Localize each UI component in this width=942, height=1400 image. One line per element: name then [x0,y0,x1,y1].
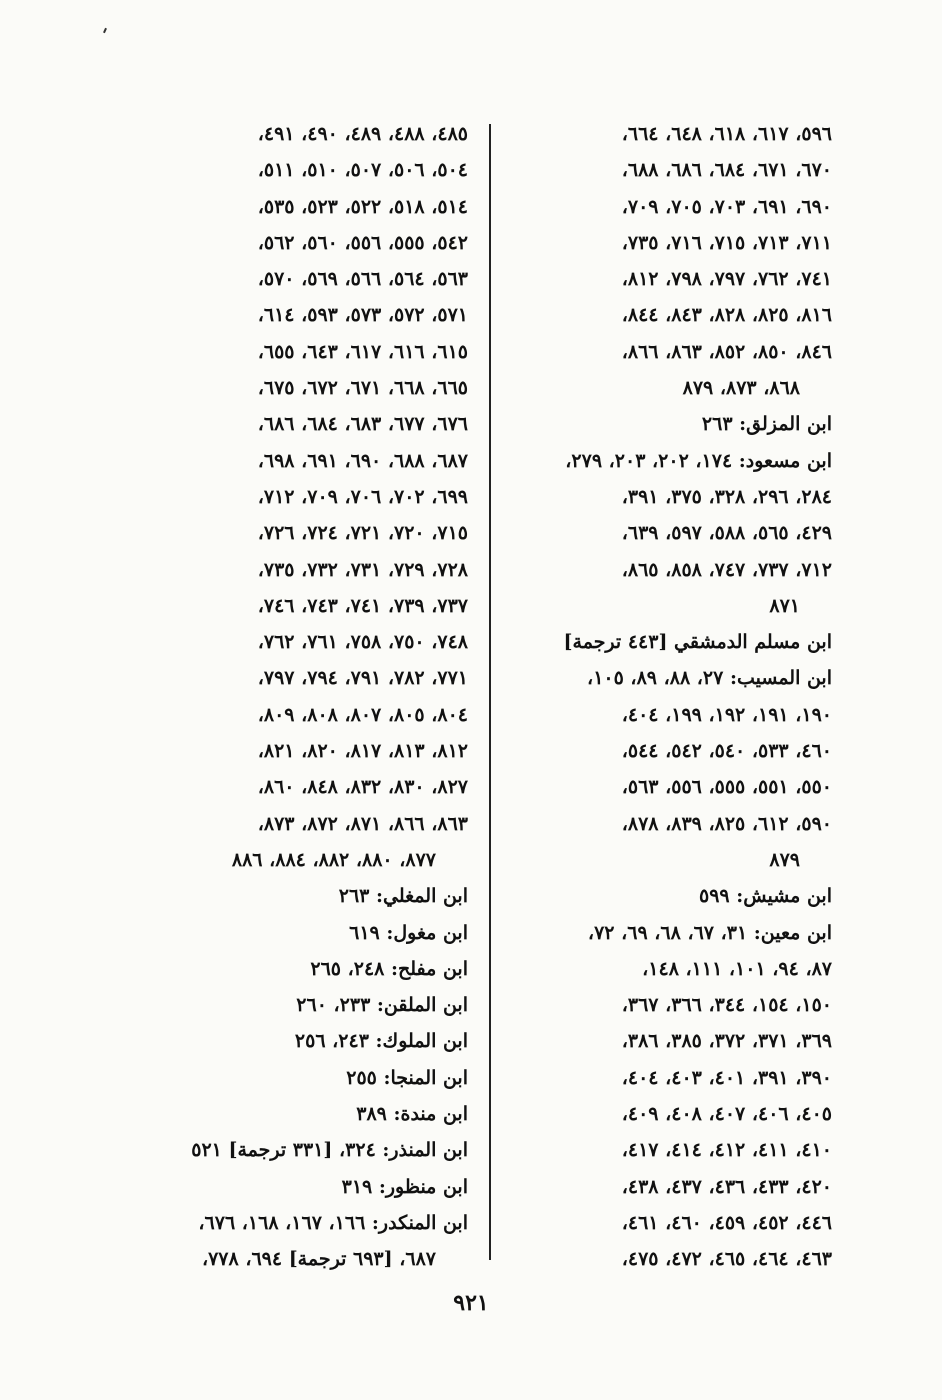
index-line: ٥١٤، ٥١٨، ٥٢٢، ٥٢٣، ٥٣٥، [257,195,468,218]
index-line: ٥٦٣، ٥٦٤، ٥٦٦، ٥٦٩، ٥٧٠، [257,268,468,291]
index-line: ٤٨٥، ٤٨٨، ٤٨٩، ٤٩٠، ٤٩١، [257,123,468,145]
index-line: ابن مفلح: ٢٤٨، ٢٦٥ [310,957,468,980]
index-line: ٦٧٠، ٦٧١، ٦٨٤، ٦٨٦، ٦٨٨، [621,159,832,182]
index-line: ٥٠٤، ٥٠٦، ٥٠٧، ٥١٠، ٥١١، [257,159,468,182]
index-line: ٧٤٨، ٧٥٠، ٧٥٨، ٧٦١، ٧٦٢، [257,631,468,654]
index-line: ٥٩٠، ٦١٢، ٨٢٥، ٨٣٩، ٨٧٨، [621,812,832,835]
index-line: ٦٦٥، ٦٦٨، ٦٧١، ٦٧٢، ٦٧٥، [257,377,468,400]
index-line: ٤٤٦، ٤٥٢، ٤٥٩، ٤٦٠، ٤٦١، [621,1211,832,1234]
index-line: ٨١٦، ٨٢٥، ٨٢٨، ٨٤٣، ٨٤٤، [621,304,832,327]
index-line: ابن مسلم الدمشقي [٤٤٣ ترجمة] [563,631,832,654]
index-line: ٦٨٧، [٦٩٣ ترجمة] ٦٩٤، ٧٧٨، [201,1248,436,1271]
index-line: ابن المغلي: ٢٦٣ [338,885,468,908]
index-line: ٧١١، ٧١٣، ٧١٥، ٧١٦، ٧٣٥، [621,231,832,254]
index-line: ٧٤١، ٧٦٢، ٧٩٧، ٧٩٨، ٨١٢، [621,268,832,291]
index-line: ابن مندة: ٣٨٩ [356,1103,468,1126]
index-line: ابن منظور: ٣١٩ [341,1175,468,1198]
index-line: ابن مغول: ٦١٩ [349,921,468,944]
ink-speck [103,28,107,33]
index-line: ٧٢٨، ٧٢٩، ٧٣١، ٧٣٢، ٧٣٥، [257,558,468,581]
index-line: ابن الملقن: ٢٣٣، ٢٦٠ [296,994,468,1017]
index-line: ٧١٢، ٧٣٧، ٧٤٧، ٨٥٨، ٨٦٥، [621,558,832,581]
index-line: ٨٤٦، ٨٥٠، ٨٥٢، ٨٦٣، ٨٦٦، [621,340,832,363]
index-line: ٦٩٩، ٧٠٢، ٧٠٦، ٧٠٩، ٧١٢، [257,485,468,508]
index-line: ابن المزلق: ٢٦٣ [701,413,832,436]
index-line: ٥٩٦، ٦١٧، ٦١٨، ٦٤٨، ٦٦٤، [621,123,832,145]
index-line: ابن المنذر: ٣٢٤، [٣٣١ ترجمة] ٥٢١ [191,1139,468,1162]
index-line: ابن معين: ٣١، ٦٧، ٦٨، ٦٩، ٧٢، [587,921,832,944]
column-divider [489,124,491,1260]
index-line: ١٥٠، ١٥٤، ٣٤٤، ٣٦٦، ٣٦٧، [621,994,832,1017]
index-line: ٧٧١، ٧٨٢، ٧٩١، ٧٩٤، ٧٩٧، [257,667,468,690]
index-line: ٨٧٧، ٨٨٠، ٨٨٢، ٨٨٤، ٨٨٦ [231,848,436,871]
index-column-left [132,116,468,1278]
index-line: ابن مسعود: ١٧٤، ٢٠٢، ٢٠٣، ٢٧٩، [565,449,832,472]
index-line: ٤١٠، ٤١١، ٤١٢، ٤١٤، ٤١٧، [621,1139,832,1162]
index-line: ابن الملوك: ٢٤٣، ٢٥٦ [294,1030,468,1053]
page-number: ٩٢١ [453,1290,489,1316]
index-line: ٦١٥، ٦١٦، ٦١٧، ٦٤٣، ٦٥٥، [257,340,468,363]
index-line: ابن المسيب: ٢٧، ٨٨، ٨٩، ١٠٥، [587,667,832,690]
index-line: ٨٦٣، ٨٦٦، ٨٧١، ٨٧٢، ٨٧٣، [257,812,468,835]
index-line: ٨٢٧، ٨٣٠، ٨٣٢، ٨٤٨، ٨٦٠، [257,776,468,799]
index-line: ٢٨٤، ٢٩٦، ٣٢٨، ٣٧٥، ٣٩١، [621,485,832,508]
index-line: ١٩٠، ١٩١، ١٩٢، ١٩٩، ٤٠٤، [621,703,832,726]
index-line: ٤٢٠، ٤٣٣، ٤٣٦، ٤٣٧، ٤٣٨، [621,1175,832,1198]
index-line: ابن المنكدر: ١٦٦، ١٦٧، ١٦٨، ٦٧٦، [198,1211,468,1234]
index-line: ٤٠٥، ٤٠٦، ٤٠٧، ٤٠٨، ٤٠٩، [621,1103,832,1126]
index-line: ٤٢٩، ٥٦٥، ٥٨٨، ٥٩٧، ٦٣٩، [621,522,832,545]
index-line: ٣٩٠، ٣٩١، ٤٠١، ٤٠٣، ٤٠٤، [621,1066,832,1089]
index-column-right [506,116,832,1278]
index-line: ٧٣٧، ٧٣٩، ٧٤١، ٧٤٣، ٧٤٦، [257,594,468,617]
index-line: ٨٠٤، ٨٠٥، ٨٠٧، ٨٠٨، ٨٠٩، [257,703,468,726]
index-line: ٨٧، ٩٤، ١٠١، ١١١، ١٤٨، [642,957,832,980]
index-line: ابن مشيش: ٥٩٩ [699,885,832,908]
index-line: ٥٥٠، ٥٥١، ٥٥٥، ٥٥٦، ٥٦٣، [621,776,832,799]
index-line: ٦٨٧، ٦٨٨، ٦٩٠، ٦٩١، ٦٩٨، [257,449,468,472]
index-line: ٥٧١، ٥٧٢، ٥٧٣، ٥٩٣، ٦١٤، [257,304,468,327]
index-line: ابن المنجا: ٢٥٥ [346,1066,468,1089]
index-line: ٨٧٩ [769,848,800,871]
index-line: ٦٧٦، ٦٧٧، ٦٨٣، ٦٨٤، ٦٨٦، [257,413,468,436]
index-line: ٨٦٨، ٨٧٣، ٨٧٩ [682,377,800,400]
index-line: ٣٦٩، ٣٧١، ٣٧٢، ٣٨٥، ٣٨٦، [621,1030,832,1053]
index-line: ٤٦٠، ٥٣٣، ٥٤٠، ٥٤٢، ٥٤٤، [621,740,832,763]
index-line: ٤٦٣، ٤٦٤، ٤٦٥، ٤٧٢، ٤٧٥، [621,1248,832,1271]
index-line: ٨١٢، ٨١٣، ٨١٧، ٨٢٠، ٨٢١، [257,740,468,763]
index-line: ٨٧١ [769,594,800,617]
index-line: ٥٤٢، ٥٥٥، ٥٥٦، ٥٦٠، ٥٦٢، [257,231,468,254]
index-line: ٦٩٠، ٦٩١، ٧٠٣، ٧٠٥، ٧٠٩، [621,195,832,218]
index-line: ٧١٥، ٧٢٠، ٧٢١، ٧٢٤، ٧٢٦، [257,522,468,545]
